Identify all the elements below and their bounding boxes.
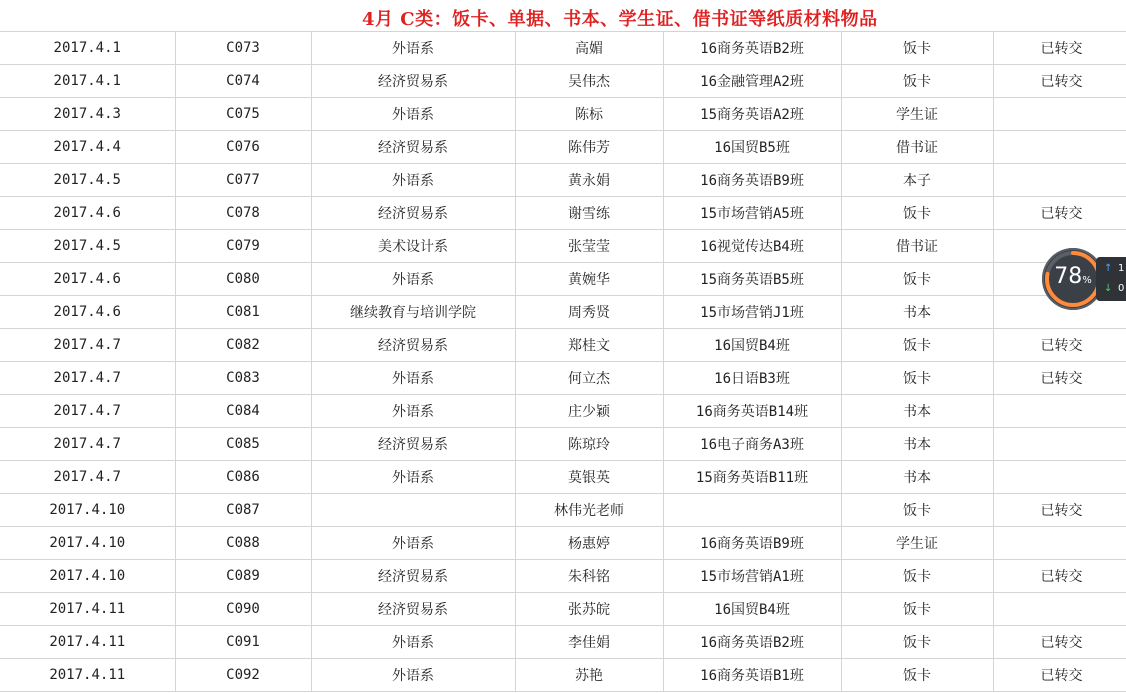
cell-class[interactable]: 15市场营销A5班 [663,197,841,230]
cell-status[interactable]: 已转交 [993,362,1126,395]
cell-department[interactable]: 经济贸易系 [311,593,515,626]
cell-department[interactable]: 经济贸易系 [311,131,515,164]
cell-name[interactable]: 陈伟芳 [515,131,663,164]
cell-item[interactable]: 书本 [841,428,993,461]
cell-date[interactable]: 2017.4.11 [0,659,175,692]
table-row [0,395,1126,428]
cell-status[interactable]: 已转交 [993,626,1126,659]
cell-status[interactable]: 已转交 [993,494,1126,527]
cell-department[interactable]: 外语系 [311,98,515,131]
cell-item[interactable]: 书本 [841,296,993,329]
table-row [0,131,1126,164]
cell-name[interactable]: 黄永娟 [515,164,663,197]
cell-department[interactable]: 经济贸易系 [311,560,515,593]
cell-code[interactable]: C082 [175,329,311,362]
table-row [0,626,1126,659]
cell-item[interactable]: 饭卡 [841,197,993,230]
cell-department[interactable]: 外语系 [311,164,515,197]
cell-code[interactable]: C087 [175,494,311,527]
cell-code[interactable]: C075 [175,98,311,131]
cell-date[interactable]: 2017.4.7 [0,428,175,461]
cell-status[interactable] [993,164,1126,197]
cell-name[interactable]: 高媚 [515,32,663,65]
cell-code[interactable]: C092 [175,659,311,692]
cell-class[interactable]: 16日语B3班 [663,362,841,395]
title-row[interactable] [0,0,1126,32]
cell-name[interactable]: 陈琼玲 [515,428,663,461]
cell-department[interactable]: 外语系 [311,395,515,428]
table-row [0,329,1126,362]
cell-date[interactable]: 2017.4.1 [0,32,175,65]
cell-item[interactable]: 学生证 [841,98,993,131]
cell-code[interactable]: C091 [175,626,311,659]
cell-status[interactable] [993,527,1126,560]
cell-name[interactable]: 杨惠婷 [515,527,663,560]
cell-date[interactable]: 2017.4.5 [0,164,175,197]
cell-item[interactable]: 饭卡 [841,329,993,362]
cell-department[interactable]: 继续教育与培训学院 [311,296,515,329]
cell-code[interactable]: C078 [175,197,311,230]
cell-name[interactable]: 张苏皖 [515,593,663,626]
cell-code[interactable]: C080 [175,263,311,296]
cell-date[interactable]: 2017.4.4 [0,131,175,164]
cell-item[interactable]: 饭卡 [841,65,993,98]
cell-item[interactable]: 饭卡 [841,32,993,65]
cell-code[interactable]: C081 [175,296,311,329]
cell-class[interactable]: 16商务英语B1班 [663,659,841,692]
cell-item[interactable]: 学生证 [841,527,993,560]
table-row [0,197,1126,230]
cell-code[interactable]: C079 [175,230,311,263]
cell-department[interactable]: 外语系 [311,626,515,659]
cell-name[interactable]: 朱科铭 [515,560,663,593]
cell-name[interactable]: 张莹莹 [515,230,663,263]
cell-department[interactable]: 经济贸易系 [311,65,515,98]
cell-name[interactable]: 陈标 [515,98,663,131]
sheet-title: 4月 C类：饭卡、单据、书本、学生证、借书证等纸质材料物品 [362,9,878,30]
table-row [0,461,1126,494]
performance-monitor-widget[interactable] [1042,248,1104,310]
network-speed-panel[interactable] [1096,257,1126,301]
table-row [0,230,1126,263]
cell-date[interactable]: 2017.4.7 [0,395,175,428]
cell-code[interactable]: C089 [175,560,311,593]
table-row [0,263,1126,296]
cell-class[interactable]: 16国贸B4班 [663,329,841,362]
cell-status[interactable] [993,395,1126,428]
cell-status[interactable]: 已转交 [993,659,1126,692]
table-row [0,32,1126,65]
cell-department[interactable]: 外语系 [311,659,515,692]
cell-class[interactable]: 16商务英语B9班 [663,164,841,197]
cell-name[interactable]: 何立杰 [515,362,663,395]
cell-status[interactable] [993,461,1126,494]
cell-item[interactable]: 饭卡 [841,659,993,692]
cell-code[interactable]: C076 [175,131,311,164]
performance-percent [1042,264,1104,294]
upload-speed: 1 [1118,263,1125,274]
cell-date[interactable]: 2017.4.6 [0,263,175,296]
cell-date[interactable]: 2017.4.11 [0,626,175,659]
download-speed: 0 [1118,283,1125,294]
cell-item[interactable]: 饭卡 [841,494,993,527]
cell-date[interactable]: 2017.4.3 [0,98,175,131]
table-row [0,560,1126,593]
cell-date[interactable]: 2017.4.10 [0,527,175,560]
cell-class[interactable]: 15市场营销A1班 [663,560,841,593]
table-row [0,527,1126,560]
cell-status[interactable] [993,428,1126,461]
cell-name[interactable]: 莫银英 [515,461,663,494]
table-row [0,494,1126,527]
cell-status[interactable] [993,131,1126,164]
cell-class[interactable] [663,494,841,527]
cell-name[interactable]: 林伟光老师 [515,494,663,527]
cell-date[interactable]: 2017.4.7 [0,329,175,362]
cell-code[interactable]: C074 [175,65,311,98]
performance-value: 78 [1054,264,1083,289]
cell-item[interactable]: 饭卡 [841,362,993,395]
records-table-body [0,32,1126,692]
cell-name[interactable]: 苏艳 [515,659,663,692]
table-row [0,362,1126,395]
records-table [0,32,1126,692]
cell-name[interactable]: 周秀贤 [515,296,663,329]
cell-code[interactable]: C084 [175,395,311,428]
cell-department[interactable]: 外语系 [311,527,515,560]
cell-class[interactable]: 16商务英语B14班 [663,395,841,428]
cell-item[interactable]: 饭卡 [841,593,993,626]
cell-code[interactable]: C085 [175,428,311,461]
cell-status[interactable]: 已转交 [993,329,1126,362]
cell-date[interactable]: 2017.4.6 [0,296,175,329]
cell-department[interactable]: 经济贸易系 [311,329,515,362]
table-row [0,98,1126,131]
cell-code[interactable]: C086 [175,461,311,494]
cell-class[interactable]: 16商务英语B9班 [663,527,841,560]
cell-date[interactable]: 2017.4.10 [0,560,175,593]
cell-status[interactable] [993,98,1126,131]
cell-name[interactable]: 郑桂文 [515,329,663,362]
cell-class[interactable]: 15市场营销J1班 [663,296,841,329]
table-row [0,65,1126,98]
cell-item[interactable]: 饭卡 [841,626,993,659]
cell-name[interactable]: 吴伟杰 [515,65,663,98]
cell-status[interactable]: 已转交 [993,65,1126,98]
cell-department[interactable]: 经济贸易系 [311,428,515,461]
cell-date[interactable]: 2017.4.5 [0,230,175,263]
cell-date[interactable]: 2017.4.7 [0,461,175,494]
cell-item[interactable]: 本子 [841,164,993,197]
cell-department[interactable]: 外语系 [311,263,515,296]
cell-department[interactable]: 外语系 [311,362,515,395]
cell-department[interactable]: 外语系 [311,32,515,65]
cell-class[interactable]: 15商务英语B5班 [663,263,841,296]
arrow-up-icon: ↑ [1104,263,1113,274]
table-row [0,659,1126,692]
cell-class[interactable]: 16视觉传达B4班 [663,230,841,263]
cell-name[interactable]: 李佳娟 [515,626,663,659]
cell-department[interactable]: 美术设计系 [311,230,515,263]
cell-class[interactable]: 16金融管理A2班 [663,65,841,98]
cell-item[interactable]: 书本 [841,395,993,428]
cell-code[interactable]: C083 [175,362,311,395]
cell-class[interactable]: 16国贸B5班 [663,131,841,164]
cell-department[interactable]: 外语系 [311,461,515,494]
cell-status[interactable]: 已转交 [993,560,1126,593]
cell-status[interactable] [993,593,1126,626]
cell-item[interactable]: 饭卡 [841,263,993,296]
cell-code[interactable]: C073 [175,32,311,65]
cell-status[interactable]: 已转交 [993,197,1126,230]
table-row [0,593,1126,626]
cell-item[interactable]: 借书证 [841,131,993,164]
cell-department[interactable]: 经济贸易系 [311,197,515,230]
cell-code[interactable]: C090 [175,593,311,626]
performance-unit: % [1082,275,1092,286]
cell-date[interactable]: 2017.4.10 [0,494,175,527]
cell-code[interactable]: C088 [175,527,311,560]
arrow-down-icon: ↓ [1104,283,1113,294]
cell-class[interactable]: 15商务英语B11班 [663,461,841,494]
table-row [0,296,1126,329]
table-row [0,164,1126,197]
cell-class[interactable]: 16电子商务A3班 [663,428,841,461]
cell-department[interactable] [311,494,515,527]
cell-item[interactable]: 饭卡 [841,560,993,593]
cell-class[interactable]: 15商务英语A2班 [663,98,841,131]
table-row [0,428,1126,461]
cell-status[interactable]: 已转交 [993,32,1126,65]
cell-item[interactable]: 借书证 [841,230,993,263]
cell-name[interactable]: 黄婉华 [515,263,663,296]
cell-date[interactable]: 2017.4.6 [0,197,175,230]
cell-code[interactable]: C077 [175,164,311,197]
cell-date[interactable]: 2017.4.7 [0,362,175,395]
cell-item[interactable]: 书本 [841,461,993,494]
cell-class[interactable]: 16商务英语B2班 [663,626,841,659]
cell-date[interactable]: 2017.4.11 [0,593,175,626]
cell-name[interactable]: 庄少颖 [515,395,663,428]
cell-class[interactable]: 16国贸B4班 [663,593,841,626]
cell-name[interactable]: 谢雪练 [515,197,663,230]
cell-date[interactable]: 2017.4.1 [0,65,175,98]
cell-class[interactable]: 16商务英语B2班 [663,32,841,65]
